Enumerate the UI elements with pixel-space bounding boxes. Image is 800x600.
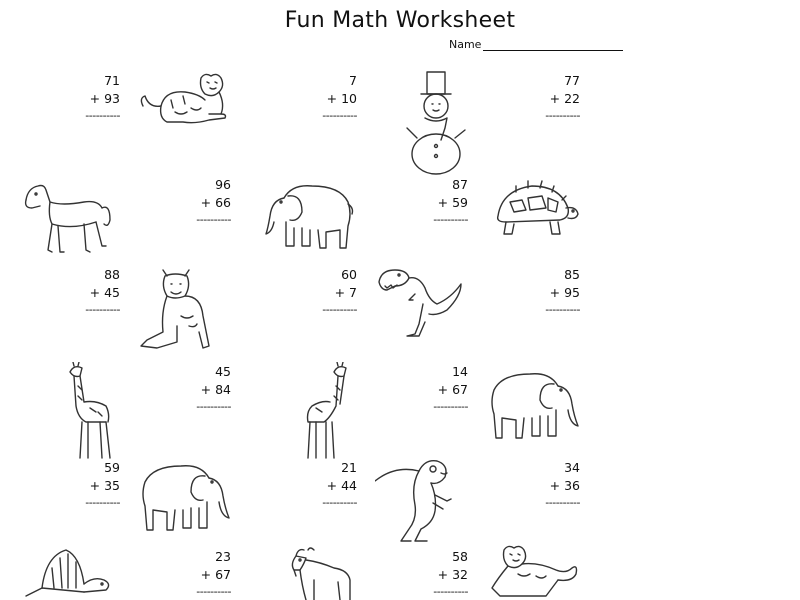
dimetrodon-icon bbox=[22, 548, 117, 600]
problem-15-bottom: + 32 bbox=[437, 567, 468, 582]
problem-3-bottom: + 22 bbox=[549, 91, 580, 106]
problem-12 bbox=[237, 459, 357, 511]
problem-14 bbox=[111, 548, 231, 600]
problem-2-bottom: + 10 bbox=[326, 91, 357, 106]
problem-4-bottom: + 66 bbox=[200, 195, 231, 210]
problem-7-answer-line[interactable]: ---------- bbox=[322, 303, 357, 316]
turtle-icon bbox=[486, 178, 581, 243]
problem-9-answer-line[interactable]: ---------- bbox=[196, 400, 231, 413]
problem-12-bottom: + 44 bbox=[326, 478, 357, 493]
problem-3-answer-line[interactable]: ---------- bbox=[545, 109, 580, 122]
problem-12-answer-line[interactable]: ---------- bbox=[322, 496, 357, 509]
problem-8 bbox=[460, 266, 580, 318]
problem-13-bottom: + 36 bbox=[549, 478, 580, 493]
dinosaur-icon bbox=[375, 264, 465, 344]
giraffe-icon bbox=[300, 362, 355, 462]
problem-8-top: 85 bbox=[564, 267, 580, 282]
problem-12-top: 21 bbox=[341, 460, 357, 475]
problem-5-top: 87 bbox=[452, 177, 468, 192]
problem-10-top: 14 bbox=[452, 364, 468, 379]
problem-7-top: 60 bbox=[341, 267, 357, 282]
name-field[interactable] bbox=[483, 50, 623, 51]
problem-11 bbox=[0, 459, 120, 511]
problem-2-answer-line[interactable]: ---------- bbox=[322, 109, 357, 122]
giraffe-icon bbox=[62, 362, 117, 462]
problem-5-bottom: + 59 bbox=[437, 195, 468, 210]
problem-8-answer-line[interactable]: ---------- bbox=[545, 303, 580, 316]
problem-6-bottom: + 45 bbox=[89, 285, 120, 300]
problem-11-answer-line[interactable]: ---------- bbox=[85, 496, 120, 509]
problem-11-bottom: + 35 bbox=[89, 478, 120, 493]
problem-2 bbox=[237, 72, 357, 124]
problem-9-bottom: + 84 bbox=[200, 382, 231, 397]
problem-10 bbox=[348, 363, 468, 415]
problem-14-top: 23 bbox=[215, 549, 231, 564]
problem-13-top: 34 bbox=[564, 460, 580, 475]
problem-3-top: 77 bbox=[564, 73, 580, 88]
tiger-icon bbox=[486, 544, 581, 600]
worksheet-title: Fun Math Worksheet bbox=[284, 8, 516, 33]
problem-11-top: 59 bbox=[104, 460, 120, 475]
goat-icon bbox=[284, 546, 354, 600]
problem-9-top: 45 bbox=[215, 364, 231, 379]
elephant-icon bbox=[137, 458, 232, 536]
elephant-icon bbox=[486, 366, 581, 444]
problem-2-top: 7 bbox=[349, 73, 357, 88]
problem-4 bbox=[111, 176, 231, 228]
problem-14-answer-line[interactable]: ---------- bbox=[196, 585, 231, 598]
problem-7-bottom: + 7 bbox=[334, 285, 357, 300]
problem-14-bottom: + 67 bbox=[200, 567, 231, 582]
problem-5 bbox=[348, 176, 468, 228]
dinosaur-icon bbox=[375, 455, 470, 545]
problem-1-bottom: + 93 bbox=[89, 91, 120, 106]
problem-1-answer-line[interactable]: ---------- bbox=[85, 109, 120, 122]
problem-8-bottom: + 95 bbox=[549, 285, 580, 300]
problem-10-bottom: + 67 bbox=[437, 382, 468, 397]
name-label: Name bbox=[449, 38, 482, 51]
problem-15 bbox=[348, 548, 468, 600]
problem-5-answer-line[interactable]: ---------- bbox=[433, 213, 468, 226]
problem-6-top: 88 bbox=[104, 267, 120, 282]
problem-1 bbox=[0, 72, 120, 124]
problem-6-answer-line[interactable]: ---------- bbox=[85, 303, 120, 316]
problem-13 bbox=[460, 459, 580, 511]
horse-icon bbox=[22, 180, 114, 260]
problem-9 bbox=[111, 363, 231, 415]
tiger-icon bbox=[135, 68, 230, 133]
cow-icon bbox=[137, 266, 232, 356]
problem-7 bbox=[237, 266, 357, 318]
elephant-icon bbox=[262, 178, 357, 253]
problem-10-answer-line[interactable]: ---------- bbox=[433, 400, 468, 413]
problem-6 bbox=[0, 266, 120, 318]
problem-1-top: 71 bbox=[104, 73, 120, 88]
problem-15-answer-line[interactable]: ---------- bbox=[433, 585, 468, 598]
problem-13-answer-line[interactable]: ---------- bbox=[545, 496, 580, 509]
problem-4-answer-line[interactable]: ---------- bbox=[196, 213, 231, 226]
problem-4-top: 96 bbox=[215, 177, 231, 192]
snowman-icon bbox=[405, 68, 467, 178]
problem-3 bbox=[460, 72, 580, 124]
problem-15-top: 58 bbox=[452, 549, 468, 564]
